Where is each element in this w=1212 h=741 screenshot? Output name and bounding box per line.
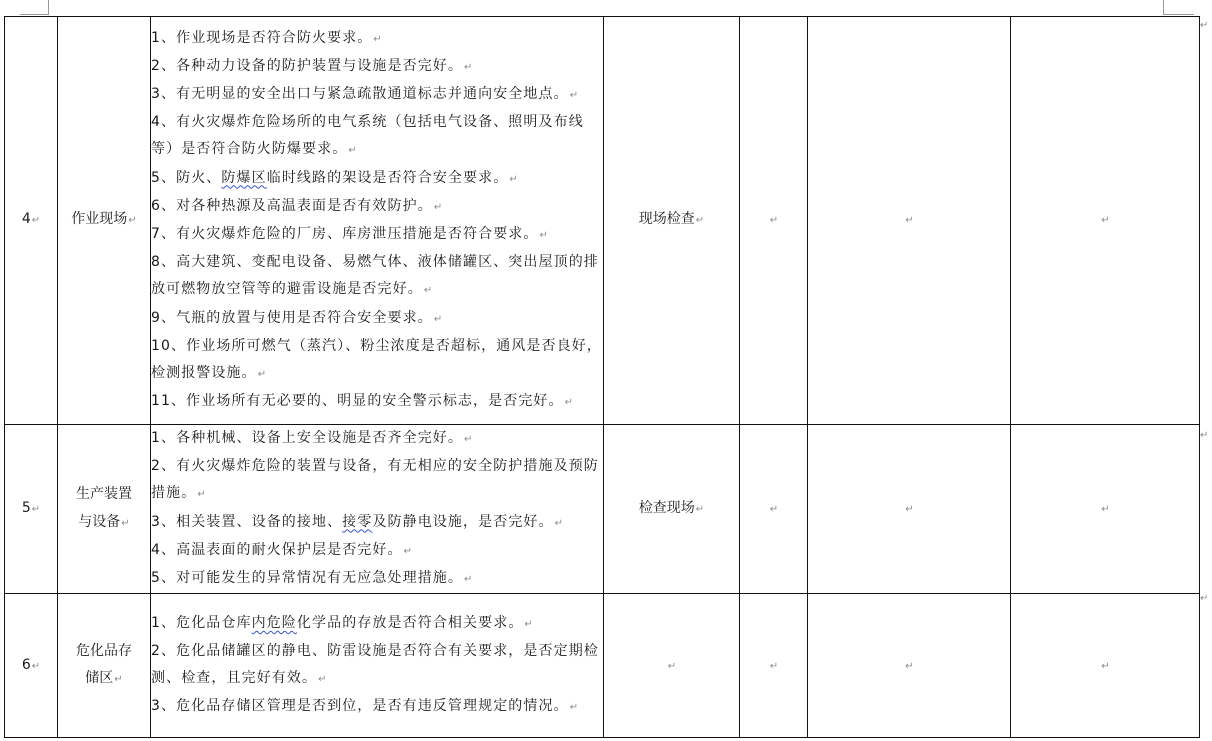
inspection-checklist-table (4, 16, 1200, 738)
row-number: 6 (21, 656, 31, 673)
check-area-cell: 生产装置与设备↵ (58, 425, 151, 594)
row-end-mark: ↵ (1200, 430, 1209, 441)
table-row (5, 594, 1200, 738)
table-row (5, 425, 1200, 594)
check-item: 1、作业现场是否符合防火要求。↵ (151, 29, 382, 46)
remarks-cell: ↵ (1011, 425, 1200, 594)
check-area-cell: 作业现场↵ (58, 17, 151, 425)
remarks-cell: ↵ (1011, 594, 1200, 738)
result-cell: ↵ (740, 594, 808, 738)
check-items-cell (151, 425, 604, 594)
check-item: 5、对可能发生的异常情况有无应急处理措施。↵ (151, 570, 473, 587)
row-number-cell: 6↵ (5, 594, 58, 738)
check-item: 5、防火、防爆区临时线路的架设是否符合安全要求。↵ (151, 169, 518, 186)
check-item: 8、高大建筑、变配电设备、易燃气体、液体储罐区、突出屋顶的排放可燃物放空管等的避雷设施是否完好。↵ (151, 254, 599, 298)
check-item: 6、对各种热源及高温表面是否有效防护。↵ (151, 197, 443, 214)
row-number: 5 (21, 500, 31, 516)
row-number-cell: 5↵ (5, 425, 58, 594)
check-area-label: 作业现场 (71, 211, 128, 228)
check-item: 4、高温表面的耐火保护层是否完好。↵ (151, 541, 412, 558)
check-item: 9、气瓶的放置与使用是否符合安全要求。↵ (151, 309, 443, 326)
check-item: 3、相关装置、设备的接地、接零及防静电设施，是否完好。↵ (151, 513, 564, 530)
check-item: 3、危化品存储区管理是否到位，是否有违反管理规定的情况。↵ (151, 698, 579, 715)
check-item: 10、作业场所可燃气（蒸汽）、粉尘浓度是否超标，通风是否良好，检测报警设施。↵ (151, 337, 602, 382)
result-cell: ↵ (740, 425, 808, 594)
page-corner-mark-right (1163, 0, 1194, 15)
check-item: 4、有火灾爆炸危险场所的电气系统（包括电气设备、照明及布线等）是否符合防火防爆要求。↵ (151, 114, 584, 158)
notes-cell: ↵ (808, 17, 1011, 425)
check-method-cell: 检查现场↵ (604, 425, 740, 594)
check-method-cell: ↵ (604, 594, 740, 738)
check-area-label: 生产装置与设备 (76, 486, 132, 530)
result-cell: ↵ (740, 17, 808, 425)
row-end-mark: ↵ (1200, 20, 1209, 31)
check-item: 11、作业场所有无必要的、明显的安全警示标志，是否完好。↵ (151, 393, 574, 410)
row-end-mark: ↵ (1200, 593, 1209, 604)
check-item: 1、危化品仓库内危险化学品的存放是否符合相关要求。↵ (151, 614, 533, 631)
check-item: 3、有无明显的安全出口与紧急疏散通道标志并通向安全地点。↵ (151, 85, 579, 102)
check-method-cell: 现场检查↵ (604, 17, 740, 425)
notes-cell: ↵ (808, 594, 1011, 738)
check-items-cell (151, 17, 604, 425)
check-item: 2、各种动力设备的防护装置与设施是否完好。↵ (151, 57, 473, 74)
check-item: 7、有火灾爆炸危险的厂房、库房泄压措施是否符合要求。↵ (151, 226, 548, 242)
page-corner-mark-left (20, 0, 49, 15)
check-area-label: 危化品存储区 (76, 643, 132, 687)
check-item: 2、危化品储罐区的静电、防雷设施是否符合有关要求，是否定期检测、检查，且完好有效。↵ (151, 643, 599, 687)
check-method: 现场检查 (638, 211, 695, 228)
check-items-cell (151, 594, 604, 738)
row-number-cell: 4↵ (5, 17, 58, 425)
check-item: 2、有火灾爆炸危险的装置与设备，有无相应的安全防护措施及预防措施。↵ (151, 458, 599, 502)
check-area-cell: 危化品存储区↵ (58, 594, 151, 738)
remarks-cell: ↵ (1011, 17, 1200, 425)
table-row (5, 17, 1200, 425)
check-method: 检查现场 (638, 500, 695, 516)
notes-cell: ↵ (808, 425, 1011, 594)
check-item: 1、各种机械、设备上安全设施是否齐全完好。↵ (151, 430, 473, 446)
row-number: 4 (21, 211, 31, 228)
